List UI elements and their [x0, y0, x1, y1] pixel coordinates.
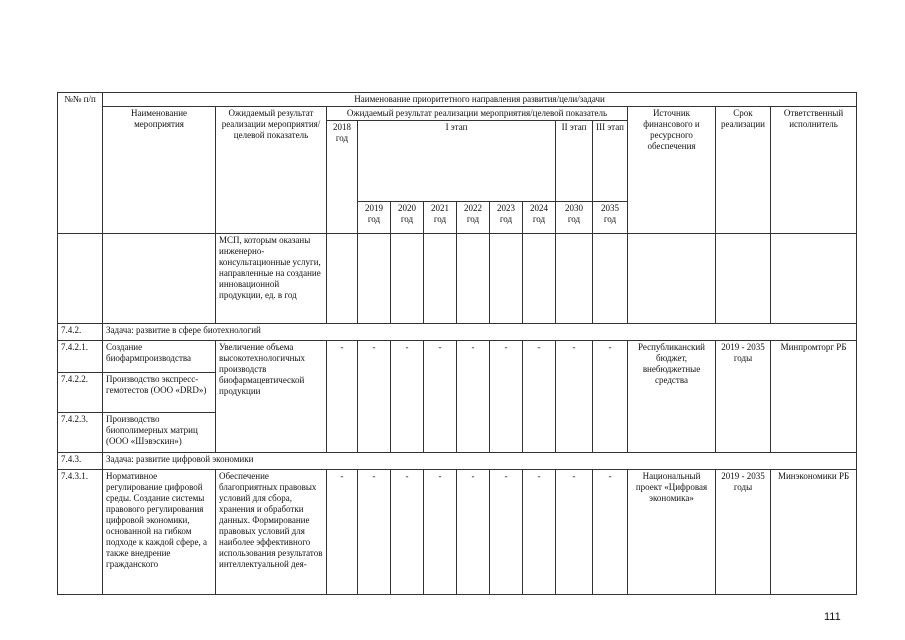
header-year-2018: 2018 год [327, 121, 358, 234]
header-year: 2022 год [457, 202, 490, 234]
value-cell: - [358, 470, 391, 595]
header-row-1 [58, 93, 857, 107]
cell-empty [103, 234, 216, 324]
header-expected-group: Ожидаемый результат реализации мероприятия/целевой показатель [327, 107, 628, 121]
event-name: Производство биополимерных матриц (ООО «Шэвэскин») [103, 413, 216, 453]
cell-empty [327, 234, 358, 324]
value-cell: - [523, 341, 556, 453]
value-cell: - [457, 341, 490, 453]
header-row-2 [58, 107, 857, 121]
value-cell: - [593, 470, 628, 595]
cell-empty [490, 234, 523, 324]
header-stage-1: I этап [358, 121, 556, 202]
cont-expected-result: МСП, которым оказаны инженерно-консультационные услуги, направленные на создание инновационной продукции, ед. в год [216, 234, 327, 324]
task-num: 7.4.2. [58, 324, 103, 341]
header-expected-result: Ожидаемый результат реализации мероприятия/целевой показатель [216, 107, 327, 234]
value-cell: - [556, 470, 593, 595]
event-source: Национальный проект «Цифровая экономика» [628, 470, 716, 595]
header-stage-3: III этап [593, 121, 628, 202]
task-text: Задача: развитие цифровой экономики [103, 453, 857, 470]
cell-empty [424, 234, 457, 324]
event-name: Нормативное регулирование цифровой среды. Создание системы правового регулирования цифровой экономики, основанной на гибком подходе к каждой сфере, а также внедрение гражданского [103, 470, 216, 595]
header-direction-title: Наименование приоритетного направления развития/цели/задачи [103, 93, 857, 107]
task-row-digital [58, 453, 857, 470]
header-term: Срок реализации [716, 107, 771, 234]
header-year: 2030 год [556, 202, 593, 234]
event-expected-result: Увеличение объема высокотехнологичных производств биофармацевтической продукции [216, 341, 327, 453]
event-source: Республиканский бюджет, внебюджетные средства [628, 341, 716, 453]
event-term: 2019 - 2035 годы [716, 341, 771, 453]
task-num: 7.4.3. [58, 453, 103, 470]
event-num: 7.4.2.3. [58, 413, 103, 453]
value-cell: - [391, 341, 424, 453]
cell-empty [523, 234, 556, 324]
event-name: Производство экспресс-гемотестов (ООО «DRD») [103, 373, 216, 413]
event-num: 7.4.2.2. [58, 373, 103, 413]
header-stage-2: II этап [556, 121, 593, 202]
value-cell: - [490, 470, 523, 595]
header-year: 2024 год [523, 202, 556, 234]
value-cell: - [358, 341, 391, 453]
continuation-row [58, 234, 857, 324]
event-num: 7.4.3.1. [58, 470, 103, 595]
event-row [58, 470, 857, 595]
value-cell: - [391, 470, 424, 595]
header-responsible: Ответственный исполнитель [771, 107, 857, 234]
cell-empty [593, 234, 628, 324]
event-name: Создание биофармпроизводства [103, 341, 216, 373]
event-responsible: Минэкономики РБ [771, 470, 857, 595]
program-table [57, 92, 857, 595]
task-text: Задача: развитие в сфере биотехнологий [103, 324, 857, 341]
value-cell: - [490, 341, 523, 453]
cell-empty [628, 234, 716, 324]
header-event-name: Наименование мероприятия [103, 107, 216, 234]
cell-empty [58, 234, 103, 324]
cell-empty [391, 234, 424, 324]
value-cell: - [457, 470, 490, 595]
cell-empty [556, 234, 593, 324]
header-num: №№ п/п [58, 93, 103, 234]
event-term: 2019 - 2035 годы [716, 470, 771, 595]
value-cell: - [424, 341, 457, 453]
header-year: 2023 год [490, 202, 523, 234]
cell-empty [716, 234, 771, 324]
value-cell: - [556, 341, 593, 453]
header-year: 2020 год [391, 202, 424, 234]
value-cell: - [523, 470, 556, 595]
cell-empty [358, 234, 391, 324]
header-year: 2021 год [424, 202, 457, 234]
header-source: Источник финансового и ресурсного обеспечения [628, 107, 716, 234]
event-expected-result: Обеспечение благоприятных правовых условий для сбора, хранения и обработки данных. Формирование правовых условий для наиболее эффективного использования результатов интеллектуальной дея- [216, 470, 327, 595]
event-num: 7.4.2.1. [58, 341, 103, 373]
value-cell: - [424, 470, 457, 595]
value-cell: - [327, 341, 358, 453]
header-year: 2035 год [593, 202, 628, 234]
page-number: 111 [824, 611, 841, 623]
value-cell: - [327, 470, 358, 595]
value-cell: - [593, 341, 628, 453]
header-year: 2019 год [358, 202, 391, 234]
cell-empty [771, 234, 857, 324]
cell-empty [457, 234, 490, 324]
event-responsible: Минпромторг РБ [771, 341, 857, 453]
event-row [58, 341, 857, 373]
task-row-biotech [58, 324, 857, 341]
